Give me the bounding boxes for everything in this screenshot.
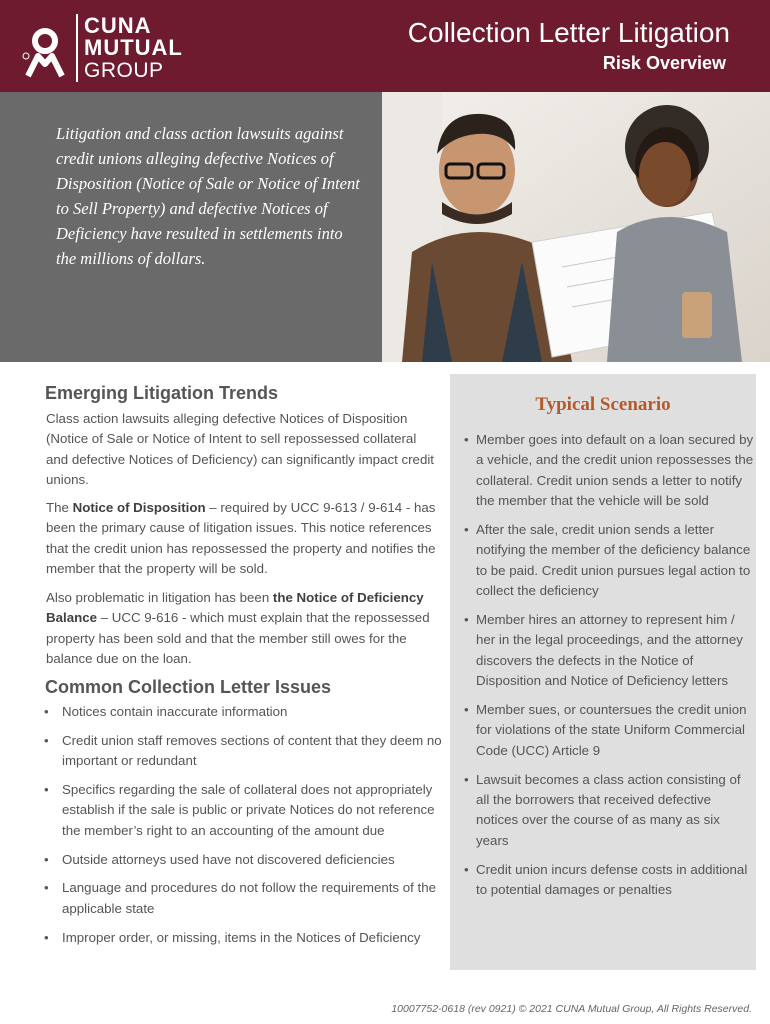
issues-list xyxy=(44,702,444,956)
document-title: Collection Letter Litigation xyxy=(407,17,730,48)
hero-intro-text: Litigation and class action lawsuits against credit unions alleging defective Notices of Disposition (Notice of Sale or Notice of Intent to Sell Property) and defective Notices of Deficiency have resulted in settlements into the millions of dollars. xyxy=(56,124,360,268)
list-item: • Language and procedures do not follow the requirements of the applicable state xyxy=(44,878,444,919)
list-item: • Credit union staff removes sections of content that they deem no important or redundant xyxy=(44,731,444,772)
list-item: • After the sale, credit union sends a letter notifying the member of the deficiency balance to be paid. Credit union pursues legal action to collect the deficiency xyxy=(464,520,754,602)
list-item: • Improper order, or missing, items in the Notices of Deficiency xyxy=(44,928,444,948)
typical-scenario-panel xyxy=(450,374,756,970)
header-band xyxy=(0,0,770,92)
logo-text-group: GROUP xyxy=(84,59,164,82)
logo-divider xyxy=(76,14,78,82)
p2-prefix: The xyxy=(46,500,73,515)
trends-paragraph-2 xyxy=(46,498,441,580)
emerging-trends-heading: Emerging Litigation Trends xyxy=(45,383,279,403)
p3-bold-term: the Notice of Deficiency Balance xyxy=(46,590,424,626)
hero-photo xyxy=(382,92,770,362)
cuna-mutual-logo xyxy=(22,12,202,84)
common-issues-heading: Common Collection Letter Issues xyxy=(45,677,332,697)
p2-rest: – required by UCC 9-613 / 9-614 - has been the primary cause of litigation issues. This notice references that the credit union has repossessed the property and notifies the member that the property will be sold. xyxy=(46,500,436,577)
logo-text-mutual: MUTUAL xyxy=(84,35,183,60)
p2-bold-term: Notice of Disposition xyxy=(72,500,206,515)
scenario-list xyxy=(464,430,754,909)
typical-scenario-heading: Typical Scenario xyxy=(535,394,671,415)
p3-prefix: Also problematic in litigation has been xyxy=(46,590,273,605)
list-item: • Member hires an attorney to represent him / her in the legal proceedings, and the attorney discovers the defects in the Notice of Disposition and Notice of Deficiency letters xyxy=(464,610,754,692)
footer-copyright: 10007752-0618 (rev 0921) © 2021 CUNA Mutual Group, All Rights Reserved. xyxy=(391,1003,752,1015)
list-item: • Member sues, or countersues the credit union for violations of the state Uniform Commercial Code (UCC) Article 9 xyxy=(464,700,754,761)
list-item: • Credit union incurs defense costs in additional to potential damages or penalties xyxy=(464,860,754,901)
hero-text-panel xyxy=(0,92,382,362)
p3-rest: – UCC 9-616 - which must explain that the repossessed property has been sold and that the member still owes for the balance due on the loan. xyxy=(46,610,430,667)
list-item: • Outside attorneys used have not discovered deficiencies xyxy=(44,850,444,870)
cuna-logo-icon xyxy=(22,26,68,80)
logo-text-cuna: CUNA xyxy=(84,13,152,38)
list-item: • Member goes into default on a loan secured by a vehicle, and the credit union repossesses the collateral. Credit union sends a letter to notify the member that the vehicle will be sold xyxy=(464,430,754,512)
people-reviewing-documents-image xyxy=(382,92,770,362)
trends-paragraph-3 xyxy=(46,588,441,670)
list-item: • Lawsuit becomes a class action consisting of all the borrowers that received defective notices over the course of as many as six years xyxy=(464,770,754,852)
document-subtitle: Risk Overview xyxy=(602,53,726,73)
list-item: • Notices contain inaccurate information xyxy=(44,702,444,722)
trends-paragraph-1: Class action lawsuits alleging defective Notices of Disposition (Notice of Sale or Notice of Intent to sell repossessed collateral and defective Notices of Deficiency) can significantly impact credit unions. xyxy=(46,411,434,488)
list-item: • Specifics regarding the sale of collateral does not appropriately establish if the sale is public or private Notices do not reference the member’s right to an accounting of the amount due xyxy=(44,780,444,841)
